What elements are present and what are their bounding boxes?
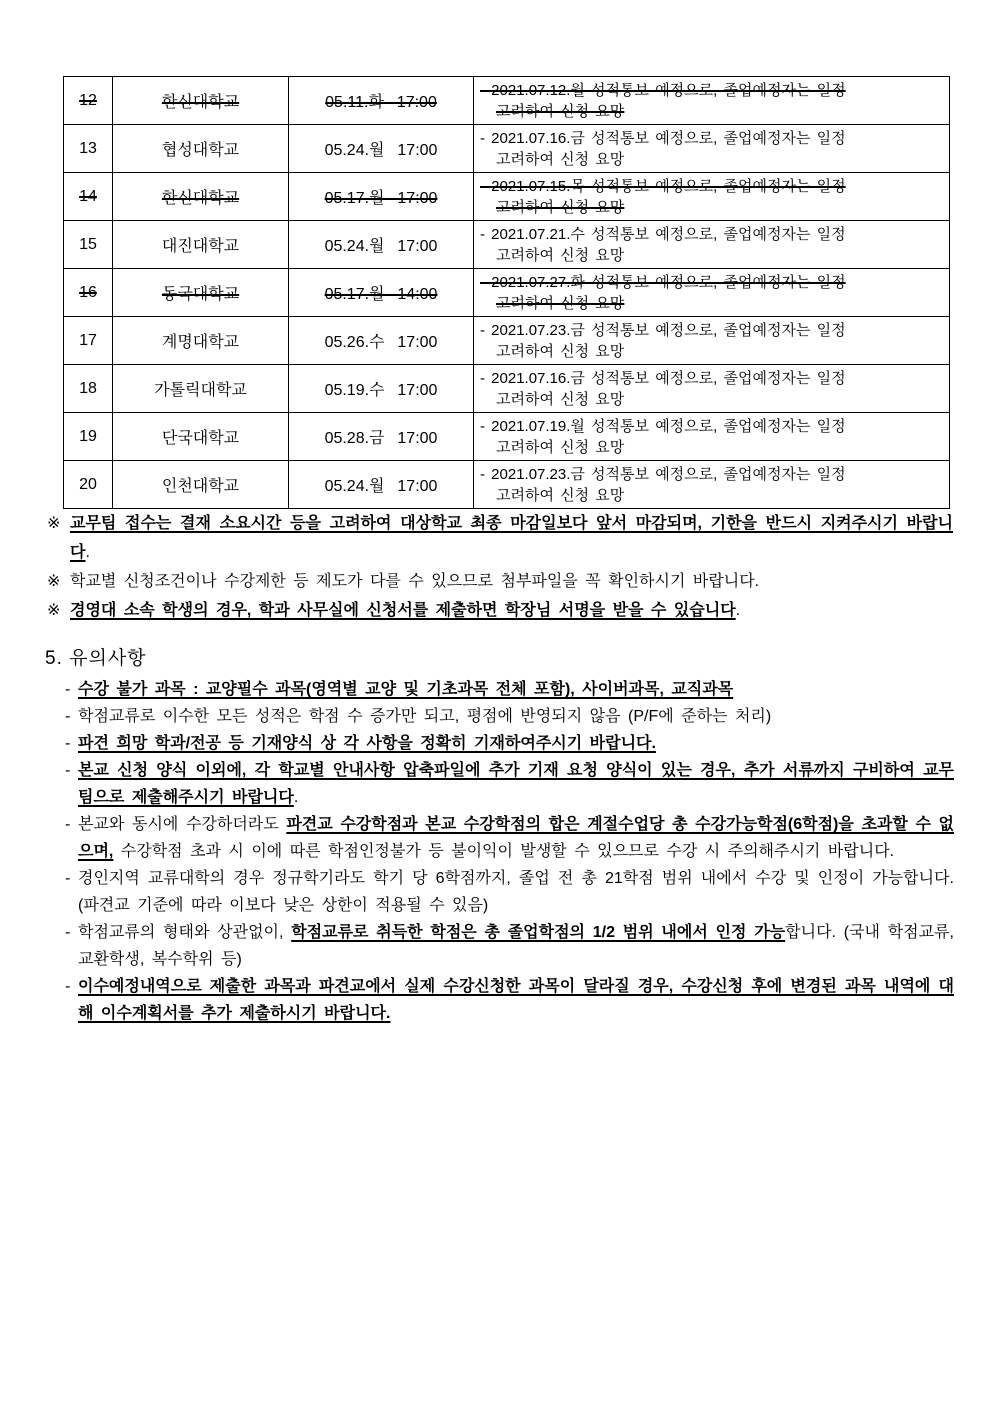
row-number: 13 (64, 125, 113, 173)
note-line-1: - 2021.07.16.금 성적통보 예정으로, 졸업예정자는 일정 (480, 369, 846, 387)
note-line-2: 고려하여 신청 요망 (496, 198, 625, 216)
footnote-item (47, 567, 953, 596)
dash-bullet-icon: - (65, 978, 71, 995)
notice-item (65, 676, 954, 703)
deadline-datetime: 05.26.수 17:00 (289, 317, 474, 365)
notice-item (65, 919, 954, 973)
notice-text: 경인지역 교류대학의 경우 정규학기라도 학기 당 6학점까지, 졸업 전 총 21학점 범위 내에서 수강 및 인정이 가능합니다. (파견교 기준에 따라 이보다 낮은 상한이 적용될 수 있음) (78, 870, 954, 914)
university-name: 계명대학교 (113, 317, 289, 365)
note-cell (474, 461, 950, 509)
row-number: 20 (64, 461, 113, 509)
notice-text: 학점교류의 형태와 상관없이, (78, 924, 292, 941)
university-name: 대진대학교 (113, 221, 289, 269)
note-line-2: 고려하여 신청 요망 (496, 294, 625, 312)
deadline-datetime: 05.24.월 17:00 (289, 125, 474, 173)
notice-emphasis: 본교 신청 양식 이외에, 각 학교별 안내사항 압축파일에 추가 기재 요청 양식이 있는 경우, 추가 서류까지 구비하여 교무팀으로 제출해주시기 바랍니다 (78, 762, 954, 806)
section-title: 5. 유의사항 (45, 648, 147, 669)
row-number: 18 (64, 365, 113, 413)
notice-emphasis: 파견 희망 학과/전공 등 기재양식 상 각 사항을 정확히 기재하여주시기 바랍니다. (78, 735, 656, 752)
deadline-datetime: 05.17.월 17:00 (289, 173, 474, 221)
table-row (64, 125, 950, 173)
note-line-1: - 2021.07.23.금 성적통보 예정으로, 졸업예정자는 일정 (480, 321, 846, 339)
footnote-item (47, 509, 953, 567)
footnote-emphasis: 경영대 소속 학생의 경우, 학과 사무실에 신청서를 제출하면 학장님 서명을 받을 수 있습니다 (70, 602, 736, 619)
note-line-1: - 2021.07.19.월 성적통보 예정으로, 졸업예정자는 일정 (480, 417, 846, 435)
notice-item (65, 703, 954, 730)
table-row (64, 413, 950, 461)
note-cell (474, 365, 950, 413)
footnote-text: . (735, 602, 741, 619)
university-name: 한신대학교 (113, 77, 289, 125)
note-line-2: 고려하여 신청 요망 (496, 102, 625, 120)
university-name: 가톨릭대학교 (113, 365, 289, 413)
note-line-2: 고려하여 신청 요망 (496, 438, 625, 456)
deadline-datetime: 05.19.수 17:00 (289, 365, 474, 413)
dash-bullet-icon: - (65, 735, 71, 752)
dash-bullet-icon: - (65, 708, 71, 725)
note-cell (474, 269, 950, 317)
dash-bullet-icon: - (65, 924, 71, 941)
notice-emphasis: 수강 불가 과목 : 교양필수 과목(영역별 교양 및 기초과목 전체 포함), 사이버과목, 교직과목 (78, 681, 734, 698)
note-line-1: - 2021.07.16.금 성적통보 예정으로, 졸업예정자는 일정 (480, 129, 846, 147)
table-row (64, 317, 950, 365)
notice-emphasis: 학점교류로 취득한 학점은 총 졸업학점의 1/2 범위 내에서 인정 가능 (291, 924, 786, 941)
notice-list (65, 676, 954, 1027)
note-cell (474, 413, 950, 461)
table-row (64, 221, 950, 269)
notice-item (65, 811, 954, 865)
note-cell (474, 77, 950, 125)
footnote-emphasis: 교무팀 접수는 결재 소요시간 등을 고려하여 대상학교 최종 마감일보다 앞서 마감되며, 기한을 반드시 지켜주시기 바랍니다 (70, 515, 953, 561)
university-name: 인천대학교 (113, 461, 289, 509)
table-row (64, 173, 950, 221)
deadline-datetime: 05.24.월 17:00 (289, 461, 474, 509)
reference-mark-icon: ※ (47, 602, 61, 619)
university-name: 동국대학교 (113, 269, 289, 317)
note-cell (474, 317, 950, 365)
note-line-1: - 2021.07.23.금 성적통보 예정으로, 졸업예정자는 일정 (480, 465, 846, 483)
dash-bullet-icon: - (65, 816, 71, 833)
university-name: 단국대학교 (113, 413, 289, 461)
university-deadline-table (63, 76, 950, 509)
notice-item (65, 730, 954, 757)
footnotes-block (47, 509, 953, 625)
note-cell (474, 173, 950, 221)
dash-bullet-icon: - (65, 762, 71, 779)
university-name: 한신대학교 (113, 173, 289, 221)
notice-text: . (293, 789, 299, 806)
row-number: 17 (64, 317, 113, 365)
footnote-text: . (85, 544, 90, 561)
deadline-datetime: 05.24.월 17:00 (289, 221, 474, 269)
note-line-1: - 2021.07.21.수 성적통보 예정으로, 졸업예정자는 일정 (480, 225, 846, 243)
notice-item (65, 973, 954, 1027)
notice-text: 합니다. (국내 학점교류, 교환학생, 복수학위 등) (78, 924, 954, 968)
table-row (64, 461, 950, 509)
note-line-2: 고려하여 신청 요망 (496, 342, 625, 360)
dash-bullet-icon: - (65, 681, 71, 698)
table-row (64, 269, 950, 317)
notice-text: 수강학점 초과 시 이에 따른 학점인정불가 등 불이익이 발생할 수 있으므로 수강 시 주의해주시기 바랍니다. (113, 843, 895, 860)
dash-bullet-icon: - (65, 870, 71, 887)
reference-mark-icon: ※ (47, 573, 61, 590)
note-line-1: - 2021.07.15.목 성적통보 예정으로, 졸업예정자는 일정 (480, 177, 846, 195)
deadline-datetime: 05.17.월 14:00 (289, 269, 474, 317)
deadline-datetime: 05.11.화 17:00 (289, 77, 474, 125)
deadline-datetime: 05.28.금 17:00 (289, 413, 474, 461)
university-name: 협성대학교 (113, 125, 289, 173)
notice-emphasis: 파견교 수강학점과 본교 수강학점의 합은 계절수업당 총 수강가능학점(6학점)을 초과할 수 없으며, (78, 816, 954, 860)
notice-text: 학점교류로 이수한 모든 성적은 학점 수 증가만 되고, 평점에 반영되지 않음 (P/F에 준하는 처리) (78, 708, 772, 725)
notice-emphasis: 이수예정내역으로 제출한 과목과 파견교에서 실제 수강신청한 과목이 달라질 경우, 수강신청 후에 변경된 과목 내역에 대해 이수계획서를 추가 제출하시기 바랍니다. (78, 978, 954, 1022)
note-line-1: - 2021.07.27.화 성적통보 예정으로, 졸업예정자는 일정 (480, 273, 846, 291)
row-number: 15 (64, 221, 113, 269)
note-cell (474, 125, 950, 173)
notice-item (65, 757, 954, 811)
notice-text: 본교와 동시에 수강하더라도 (78, 816, 287, 833)
note-line-2: 고려하여 신청 요망 (496, 246, 625, 264)
row-number: 14 (64, 173, 113, 221)
note-cell (474, 221, 950, 269)
footnote-text: 학교별 신청조건이나 수강제한 등 제도가 다를 수 있으므로 첨부파일을 꼭 확인하시기 바랍니다. (70, 573, 760, 590)
row-number: 12 (64, 77, 113, 125)
footnote-item (47, 596, 953, 625)
reference-mark-icon: ※ (47, 515, 61, 532)
note-line-1: - 2021.07.12.월 성적통보 예정으로, 졸업예정자는 일정 (480, 81, 846, 99)
row-number: 16 (64, 269, 113, 317)
note-line-2: 고려하여 신청 요망 (496, 390, 625, 408)
row-number: 19 (64, 413, 113, 461)
table-row (64, 365, 950, 413)
table-row (64, 77, 950, 125)
notice-item (65, 865, 954, 919)
note-line-2: 고려하여 신청 요망 (496, 486, 625, 504)
note-line-2: 고려하여 신청 요망 (496, 150, 625, 168)
